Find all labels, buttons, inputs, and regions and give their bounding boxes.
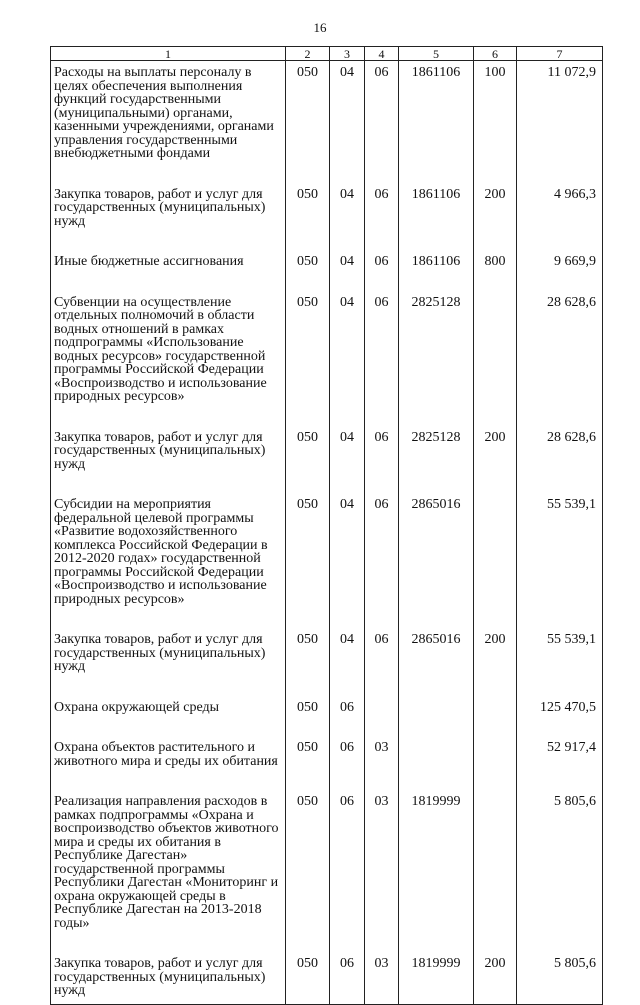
target-code: 1819999 [399,952,474,1004]
subsection-code: 06 [365,61,399,183]
expense-type-code: 800 [474,250,517,291]
table-row [51,250,603,291]
subsection-code: 06 [365,291,399,426]
ministry-code: 050 [286,696,330,737]
expense-name: Закупка товаров, работ и услуг для государственных (муниципальных) нужд [51,183,286,251]
column-header: 3 [330,47,365,61]
amount: 28 628,6 [517,291,603,426]
expense-name: Закупка товаров, работ и услуг для государственных (муниципальных) нужд [51,952,286,1004]
ministry-code: 050 [286,426,330,494]
target-code: 2825128 [399,291,474,426]
table-row [51,696,603,737]
expense-type-code [474,696,517,737]
table-row [51,61,603,183]
section-code: 04 [330,628,365,696]
amount: 5 805,6 [517,952,603,1004]
ministry-code: 050 [286,493,330,628]
section-code: 04 [330,250,365,291]
ministry-code: 050 [286,790,330,952]
ministry-code: 050 [286,183,330,251]
expense-type-code: 200 [474,952,517,1004]
expense-type-code: 200 [474,183,517,251]
table-row [51,291,603,426]
section-code: 06 [330,952,365,1004]
target-code: 2865016 [399,628,474,696]
expense-name: Субсидии на мероприятия федеральной целевой программы «Развитие водохозяйственного комплекса Российской Федерации в 2012-2020 годах» государственной программы Российской Федерации «Воспроизводство и использование природных ресурсов» [51,493,286,628]
table-row [51,183,603,251]
table-row [51,790,603,952]
amount: 11 072,9 [517,61,603,183]
target-code [399,696,474,737]
column-header: 4 [365,47,399,61]
target-code: 1861106 [399,250,474,291]
section-code: 04 [330,183,365,251]
amount: 4 966,3 [517,183,603,251]
subsection-code [365,696,399,737]
ministry-code: 050 [286,291,330,426]
subsection-code: 06 [365,628,399,696]
ministry-code: 050 [286,61,330,183]
subsection-code: 03 [365,790,399,952]
table-row [51,736,603,790]
expense-type-code [474,493,517,628]
amount: 125 470,5 [517,696,603,737]
amount: 5 805,6 [517,790,603,952]
expense-name: Охрана объектов растительного и животного мира и среды их обитания [51,736,286,790]
expense-type-code: 200 [474,426,517,494]
target-code: 2865016 [399,493,474,628]
expense-type-code [474,790,517,952]
subsection-code: 03 [365,736,399,790]
column-header: 2 [286,47,330,61]
expense-type-code [474,291,517,426]
column-header: 7 [517,47,603,61]
target-code: 1861106 [399,61,474,183]
expense-name: Охрана окружающей среды [51,696,286,737]
amount: 52 917,4 [517,736,603,790]
page-number: 16 [313,20,327,35]
section-code: 04 [330,291,365,426]
section-code: 04 [330,426,365,494]
subsection-code: 06 [365,493,399,628]
amount: 9 669,9 [517,250,603,291]
budget-table [50,46,603,1005]
ministry-code: 050 [286,952,330,1004]
subsection-code: 06 [365,426,399,494]
column-header: 1 [51,47,286,61]
expense-type-code [474,736,517,790]
section-code: 04 [330,493,365,628]
expense-type-code: 100 [474,61,517,183]
amount: 28 628,6 [517,426,603,494]
subsection-code: 06 [365,250,399,291]
table-row [51,628,603,696]
amount: 55 539,1 [517,493,603,628]
subsection-code: 03 [365,952,399,1004]
section-code: 04 [330,61,365,183]
expense-name: Субвенции на осуществление отдельных полномочий в области водных отношений в рамках подпрограммы «Использование водных ресурсов» государственной программы Российской Федерации «Воспроизводство и использование природных ресурсов» [51,291,286,426]
target-code: 1861106 [399,183,474,251]
section-code: 06 [330,736,365,790]
expense-name: Реализация направления расходов в рамках подпрограммы «Охрана и воспроизводство объектов животного мира и среды их обитания в Республике Дагестан» государственной программы Республики Дагестан «Мониторинг и охрана окружающей среды в Республике Дагестан на 2013-2018 годы» [51,790,286,952]
target-code: 1819999 [399,790,474,952]
ministry-code: 050 [286,628,330,696]
expense-name: Закупка товаров, работ и услуг для государственных (муниципальных) нужд [51,426,286,494]
column-header: 6 [474,47,517,61]
subsection-code: 06 [365,183,399,251]
section-code: 06 [330,696,365,737]
amount: 55 539,1 [517,628,603,696]
section-code: 06 [330,790,365,952]
target-code: 2825128 [399,426,474,494]
column-header: 5 [399,47,474,61]
expense-name: Иные бюджетные ассигнования [51,250,286,291]
expense-name: Закупка товаров, работ и услуг для государственных (муниципальных) нужд [51,628,286,696]
table-row [51,493,603,628]
table-body [51,61,603,1005]
table-row [51,952,603,1004]
table-header [51,47,603,61]
expense-name: Расходы на выплаты персоналу в целях обеспечения выполнения функций государственными (муниципальными) органами, казенными учреждениями, органами управления государственными внебюджетными фондами [51,61,286,183]
expense-type-code: 200 [474,628,517,696]
ministry-code: 050 [286,736,330,790]
table-row [51,426,603,494]
ministry-code: 050 [286,250,330,291]
target-code [399,736,474,790]
